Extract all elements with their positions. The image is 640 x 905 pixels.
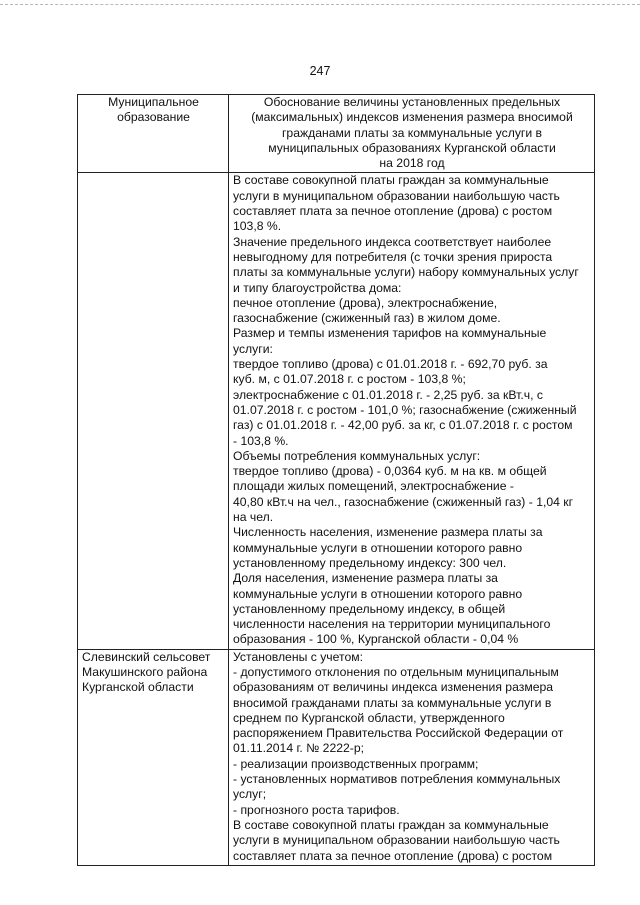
text-line: площади жилых помещений, электроснабжение - <box>233 479 514 494</box>
text-line: образования - 100 %, Курганской области - 0,04 % <box>233 632 519 647</box>
text-line: Значение предельного индекса соответствует наиболее <box>233 234 552 249</box>
text-line: на чел. <box>233 510 274 525</box>
text-line: услуг; <box>233 787 267 802</box>
text-line: Размер и темпы изменения тарифов на коммунальные <box>233 326 547 341</box>
text-line: 01.07.2018 г. с ростом - 101,0 %; газоснабжение (сжиженный <box>233 402 577 417</box>
text-line: Доля населения, изменение размера платы за <box>233 571 498 586</box>
table-row <box>78 173 595 649</box>
text-line: гражданами платы за коммунальные услуги в <box>281 125 543 140</box>
text-line: В составе совокупной платы граждан за коммунальные <box>233 817 549 832</box>
text-line: - прогнозного роста тарифов. <box>233 802 400 817</box>
text-line: составляет плата за печное отопление (дрова) с ростом <box>233 848 553 863</box>
text-line: муниципальных образованиях Курганской области <box>268 140 556 155</box>
text-line: установленному предельному индексу: 300 чел. <box>233 555 507 570</box>
text-line: платы за коммунальные услуги) набору коммунальных услуг <box>233 265 579 280</box>
text-line: распоряжением Правительства Российской Федерации от <box>233 726 564 741</box>
text-line: услуги: <box>233 341 273 356</box>
text-line: Установлены с учетом: <box>233 649 363 664</box>
table-header-row <box>78 95 595 173</box>
text-line: услуги в муниципальном образовании наибольшую часть <box>233 188 560 203</box>
text-line: Макушинского района <box>82 664 208 679</box>
municipality-cell <box>78 649 229 865</box>
text-line: - 103,8 %. <box>233 433 289 448</box>
text-line: образованиям от величины индекса изменения размера <box>233 680 554 695</box>
text-line: численности населения на территории муниципального <box>233 617 551 632</box>
text-line: твердое топливо (дрова) с 01.01.2018 г. - 692,70 руб. за <box>233 357 548 372</box>
text-line: газоснабжение (сжиженный газ) в жилом доме. <box>233 311 501 326</box>
text-line: - установленных нормативов потребления коммунальных <box>233 772 561 787</box>
text-line: образование <box>117 110 190 125</box>
text-line: - реализации производственных программ; <box>233 756 479 771</box>
table-row <box>78 649 595 865</box>
text-line: 01.11.2014 г. № 2222-р; <box>233 741 365 756</box>
text-line: установленному предельному индексу, в общей <box>233 601 506 616</box>
text-line: В составе совокупной платы граждан за коммунальные <box>233 173 549 188</box>
municipality-cell <box>78 173 229 649</box>
text-line: печное отопление (дрова), электроснабжение, <box>233 295 498 310</box>
justification-cell <box>229 649 595 865</box>
text-line: коммунальные услуги в отношении которого равно <box>233 540 523 555</box>
text-line: услуги в муниципальном образовании наибольшую часть <box>233 833 560 848</box>
text-line: невыгодному для потребителя (с точки зрения прироста <box>233 249 553 264</box>
text-line: на 2018 год <box>379 156 445 171</box>
text-line: вносимой гражданами платы за коммунальные услуги в <box>233 695 552 710</box>
text-line: Объемы потребления коммунальных услуг: <box>233 448 481 463</box>
text-line: электроснабжение с 01.01.2018 г. - 2,25 руб. за кВт.ч, с <box>233 387 543 402</box>
text-line: твердое топливо (дрова) - 0,0364 куб. м на кв. м общей <box>233 464 547 479</box>
page-number: 247 <box>309 64 331 78</box>
text-line: куб. м, с 01.07.2018 г. с ростом - 103,8 %; <box>233 372 466 387</box>
text-line: 40,80 кВт.ч на чел., газоснабжение (сжиженный газ) - 1,04 кг <box>233 494 574 509</box>
text-line: среднем по Курганской области, утвержденного <box>233 710 505 725</box>
header-municipality <box>78 95 229 173</box>
text-line: Численность населения, изменение размера платы за <box>233 525 543 540</box>
text-line: 103,8 %. <box>233 219 282 234</box>
text-line: составляет плата за печное отопление (дрова) с ростом <box>233 204 553 219</box>
header-justification <box>229 95 595 173</box>
text-line: - допустимого отклонения по отдельным муниципальным <box>233 664 559 679</box>
text-line: Слевинский сельсовет <box>82 649 211 664</box>
justification-cell <box>229 173 595 649</box>
tariff-index-table <box>77 94 595 866</box>
scan-edge-line <box>0 4 640 5</box>
text-line: Курганской области <box>82 680 194 695</box>
text-line: Обоснование величины установленных предельных <box>263 95 561 109</box>
text-line: и типу благоустройства дома: <box>233 280 402 295</box>
text-line: Муниципальное <box>108 95 199 109</box>
text-line: коммунальные услуги в отношении которого равно <box>233 586 523 601</box>
text-line: газ) с 01.01.2018 г. - 42,00 руб. за кг, с 01.07.2018 г. с ростом <box>233 418 573 433</box>
text-line: (максимальных) индексов изменения размера вносимой <box>251 110 573 125</box>
